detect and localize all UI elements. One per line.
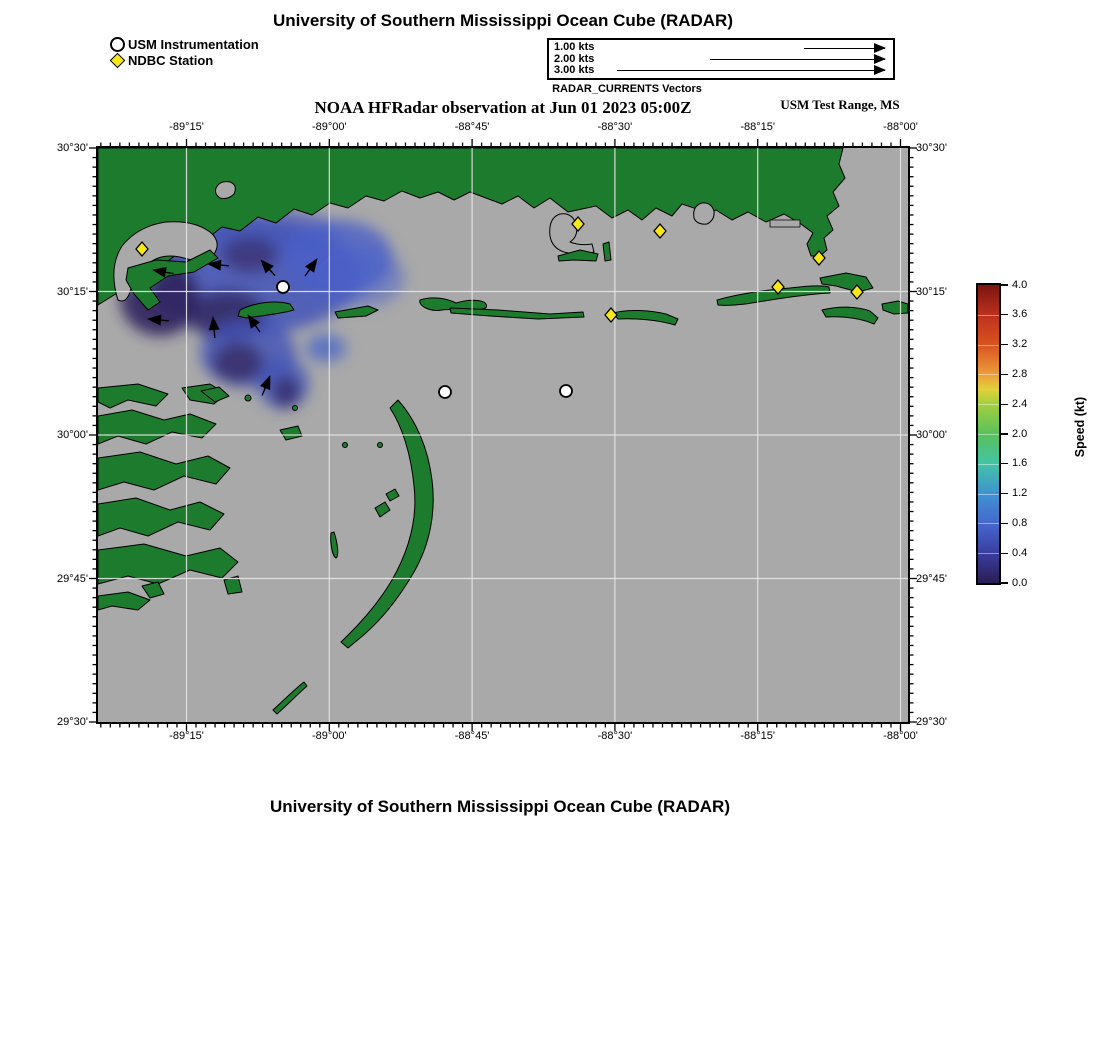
x-axis-tick-label: -88°45': [454, 730, 490, 742]
colorbar-tick: [1001, 493, 1008, 494]
vector-scale-row-label: 3.00 kts: [554, 64, 595, 76]
colorbar-tick-label: 0.0: [1012, 576, 1028, 589]
vector-scale-row-label: 2.00 kts: [554, 52, 595, 65]
x-axis-tick-label: -88°30': [597, 121, 633, 133]
x-axis-tick-label: -89°15': [169, 121, 204, 133]
ndbc-diamond-icon: [108, 55, 126, 66]
colorbar-tick-label: 2.0: [1012, 427, 1028, 440]
colorbar-tick-label: 0.8: [1012, 516, 1028, 529]
colorbar-tick-label: 2.8: [1012, 367, 1028, 380]
legend-item-usm: [108, 36, 259, 52]
colorbar-tick-label: 3.2: [1012, 338, 1028, 351]
vector-scale-box: [547, 38, 895, 80]
usm-circle-icon: [108, 37, 126, 52]
colorbar: [976, 283, 1001, 585]
y-axis-tick-label: 30°30': [57, 142, 88, 154]
region-label: USM Test Range, MS: [780, 97, 900, 112]
y-axis-tick-label: 29°30': [916, 716, 947, 728]
colorbar-tick-label: 0.4: [1012, 546, 1028, 559]
page-title: University of Southern Mississippi Ocean Cube (RADAR): [272, 11, 733, 30]
colorbar-tick: [1001, 344, 1008, 345]
y-axis-tick-label: 30°30': [916, 142, 947, 154]
x-axis-tick-label: -88°00': [883, 730, 918, 742]
axis-ticks: [86, 136, 926, 746]
y-axis-tick-label: 30°00': [57, 429, 88, 441]
colorbar-tick-label: 1.6: [1012, 457, 1028, 470]
colorbar-tick: [1001, 523, 1008, 524]
colorbar-tick: [1001, 433, 1008, 434]
observation-subtitle: NOAA HFRadar observation at Jun 01 2023 05:00Z: [314, 98, 692, 117]
colorbar-tick: [1001, 374, 1008, 375]
colorbar-separator: [978, 345, 999, 346]
x-axis-tick-label: -88°15': [740, 121, 776, 133]
y-axis-tick-label: 29°45': [916, 572, 947, 585]
y-axis-tick-label: 30°15': [57, 285, 88, 298]
colorbar-separator: [978, 464, 999, 465]
vector-scale-arrow: [804, 48, 885, 49]
colorbar-tick: [1001, 284, 1008, 285]
colorbar-tick-label: 1.2: [1012, 487, 1028, 500]
colorbar-tick-label: 3.6: [1012, 308, 1028, 321]
x-axis-tick-label: -89°00': [311, 730, 347, 742]
y-axis-tick-label: 29°30': [57, 716, 88, 728]
colorbar-tick: [1001, 553, 1008, 554]
colorbar-separator: [978, 374, 999, 375]
colorbar-tick: [1001, 314, 1008, 315]
colorbar-separator: [978, 404, 999, 405]
y-axis-tick-label: 29°45': [57, 572, 88, 585]
legend-label: USM Instrumentation: [128, 36, 259, 52]
footer-title: University of Southern Mississippi Ocean Cube (RADAR): [269, 797, 730, 816]
colorbar-tick: [1001, 582, 1008, 583]
colorbar-separator: [978, 523, 999, 524]
x-axis-tick-label: -88°30': [597, 730, 633, 742]
colorbar-separator: [978, 315, 999, 316]
x-axis-tick-label: -88°15': [740, 730, 776, 742]
x-axis-tick-label: -89°00': [311, 121, 347, 133]
x-axis-tick-label: -89°15': [169, 730, 204, 742]
vector-scale-arrow: [617, 70, 885, 71]
colorbar-separator: [978, 494, 999, 495]
vector-scale-caption: RADAR_CURRENTS Vectors: [552, 83, 702, 95]
colorbar-tick: [1001, 463, 1008, 464]
colorbar-tick-label: 2.4: [1012, 397, 1028, 410]
colorbar-separator: [978, 553, 999, 554]
x-axis-tick-label: -88°00': [883, 121, 918, 133]
y-axis-tick-label: 30°15': [916, 285, 947, 298]
colorbar-axis-label: Speed (kt): [1073, 396, 1087, 458]
colorbar-tick-label: 4.0: [1012, 278, 1028, 291]
colorbar-separator: [978, 434, 999, 435]
colorbar-tick: [1001, 404, 1008, 405]
x-axis-tick-label: -88°45': [454, 121, 490, 133]
legend-item-ndbc: [108, 52, 259, 68]
legend-label: NDBC Station: [128, 52, 214, 68]
vector-scale-row-label: 1.00 kts: [554, 41, 595, 53]
map-legend: [108, 36, 259, 68]
y-axis-tick-label: 30°00': [916, 429, 947, 441]
vector-scale-arrow: [710, 59, 885, 60]
